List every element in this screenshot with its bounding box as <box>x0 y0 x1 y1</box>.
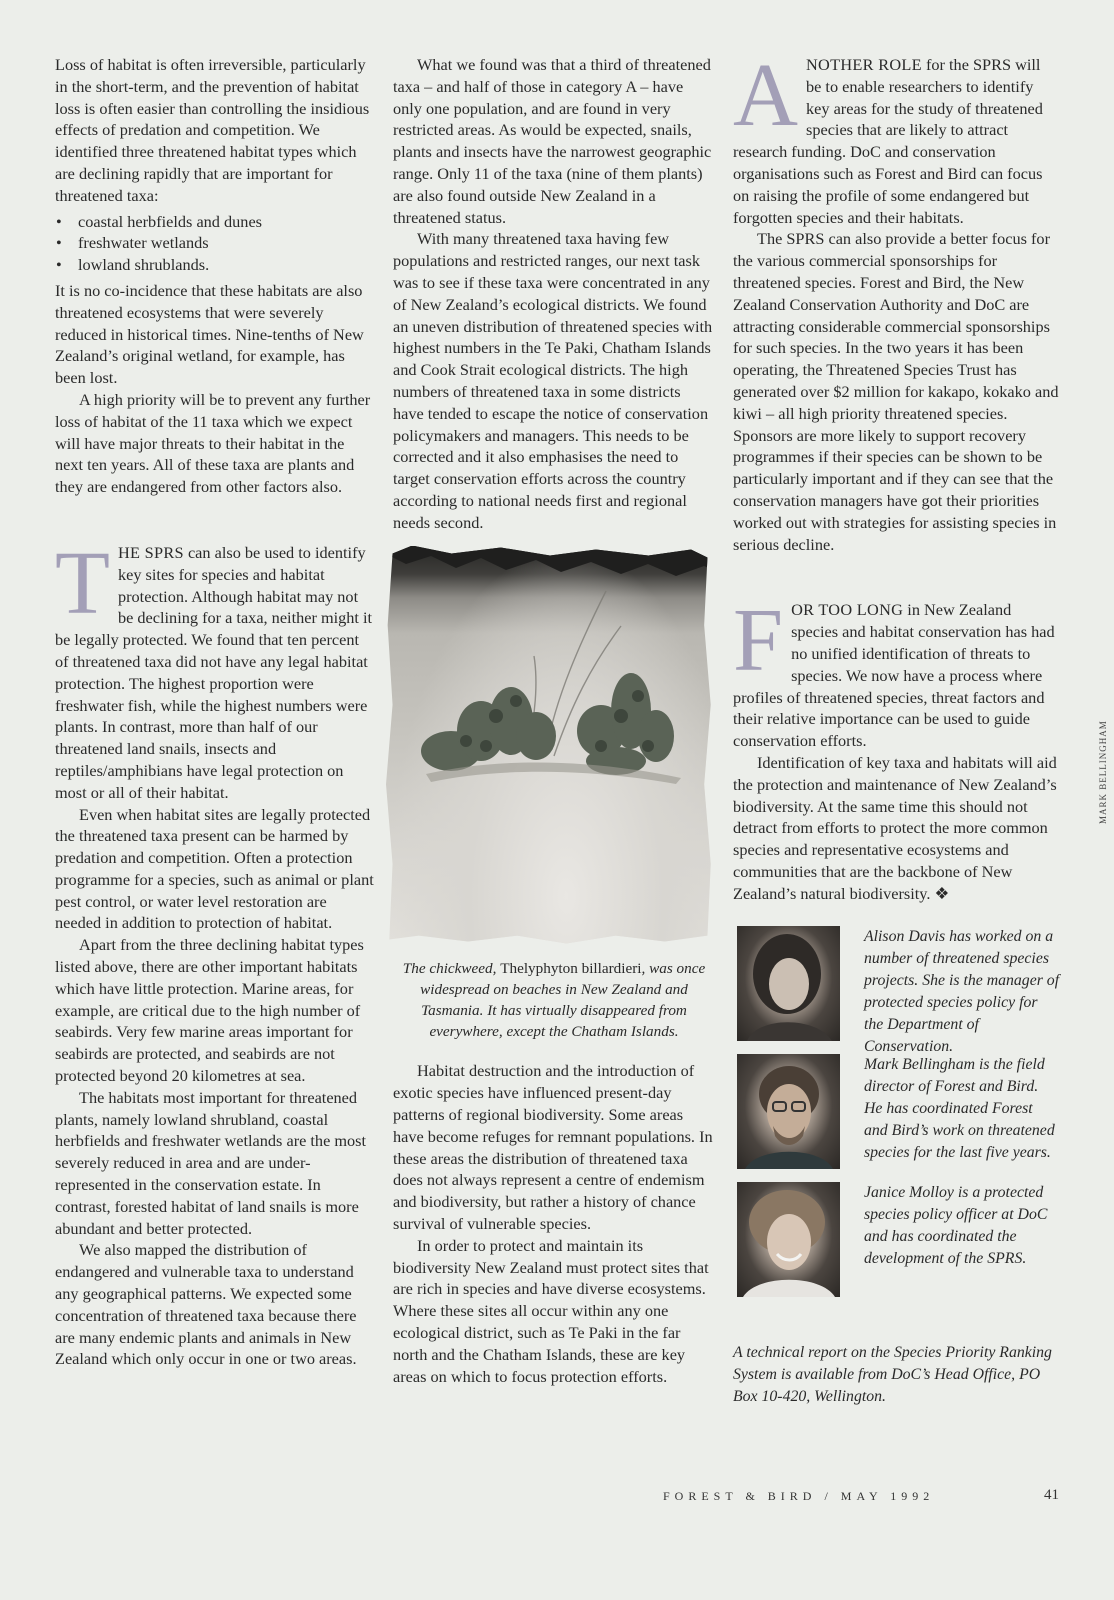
author-bio-text: Mark Bellingham is the field director of Forest and Bird. He has coordinated Forest and Bird’s work on threatened species for the last five years. <box>864 1056 1055 1162</box>
publication-footer: FOREST & BIRD / MAY 1992 <box>663 1489 935 1503</box>
lead-in: NOTHER ROLE <box>806 55 922 74</box>
paragraph: With many threatened taxa having few populations and restricted ranges, our next task was to see if these taxa were concentrated in any of New Zealand’s ecological districts. We found an uneven distribution of threatened species with highest numbers in the Te Paki, Chatham Islands and Cook Strait ecological districts. The high numbers of threatened taxa in some districts have tended to escape the notice of conservation policymakers and managers. This needs to be corrected and it also emphasises the need to target conservation efforts across the country according to national needs first and regional needs second. <box>393 229 713 532</box>
chickweed-plant-illustration <box>386 546 714 944</box>
paragraph: Apart from the three declining habitat types listed above, there are other important habitats which have little protection. Marine areas, for example, are critical due to the high number of seabirds. Very few marine areas important for seabirds are protected, and seabirds are not protected beyond 20 kilometres at sea. <box>55 935 364 1086</box>
author-photo <box>737 926 840 1041</box>
paragraph: Identification of key taxa and habitats will aid the protection and maintenance of New Zealand’s biodiversity. At the same time this should not detract from efforts to protect the more common species and representative ecosystems and communities that are the backbone of New Zealand’s natural biodiversity. ❖ <box>733 752 1057 903</box>
drop-cap: F <box>733 591 784 691</box>
author-bio <box>733 926 1059 1054</box>
end-mark-icon: ❖ <box>934 883 950 903</box>
paragraph: We also mapped the distribution of endangered and vulnerable taxa to understand any geographical patterns. We expected some concentration of threatened taxa because there are many endemic plants and animals in New Zealand which only occur in one or two areas. <box>55 1240 357 1369</box>
paragraph-text: for the SPRS will be to enable researchers to identify key areas for the study of threatened species that are likely to attract research funding. DoC and conservation organisations such as Forest and Bird can focus on raising the profile of some endangered but forgotten species and their habitats. <box>733 55 1043 227</box>
paragraph: Even when habitat sites are legally protected the threatened taxa present can be harmed by predation and competition. Often a protection programme for a species, such as animal or plant pest control, or water level restoration are needed in addition to protection of habitat. <box>55 804 374 933</box>
technical-report-note: A technical report on the Species Priority Ranking System is available from DoC’s Head Office, PO Box 10-420, Wellington. <box>733 1344 1052 1406</box>
lead-in: HE SPRS <box>117 542 184 562</box>
section-paragraph <box>733 46 1059 228</box>
author-photo <box>737 1054 840 1169</box>
paragraph: Habitat destruction and the introduction of exotic species have influenced present-day patterns of regional biodiversity. Some areas have become refuges for remnant populations. In these areas the distribution of threatened taxa does not always represent a centre of endemism and biodiversity, but rather a history of chance survival of vulnerable species. <box>393 1061 713 1233</box>
author-photo <box>737 1182 840 1297</box>
section-paragraph <box>733 591 1059 752</box>
page-number: 41 <box>1044 1487 1059 1503</box>
photo-credit: MARK BELLINGHAM <box>1098 720 1108 824</box>
chickweed-photo <box>386 546 714 944</box>
section-paragraph <box>55 533 376 804</box>
list-item: • lowland shrublands. <box>55 254 376 276</box>
column-3 <box>733 46 1060 1408</box>
paragraph: Loss of habitat is often irreversible, particularly in the short-term, and the prevention of habitat loss is often easier than controlling the insidious effects of predation and competition. We identified three threatened habitat types which are declining rapidly that are important for threatened taxa: <box>55 55 370 205</box>
drop-cap: T <box>55 533 110 633</box>
habitat-list <box>55 211 376 276</box>
lead-in: OR TOO LONG <box>791 600 904 620</box>
author-bio <box>733 1182 1059 1310</box>
paragraph: The SPRS can also provide a better focus for the various commercial sponsorships for threatened species. Forest and Bird, the New Zealand Conservation Authority and DoC are attracting considerable commercial sponsorships for such species. In the two years it has been operating, the Threatened Species Trust has generated over $2 million for kakapo, kokako and kiwi – all high priority threatened species. Sponsors are more likely to support recovery programmes if their species can be shown to be particularly important and if they can see that the conservation managers have got their priorities worked out with strategies for assisting species in serious decline. <box>733 229 1059 554</box>
author-bio <box>733 1054 1059 1182</box>
photo-caption: The chickweed, Thelyphyton billardieri, was once widespread on beaches in New Zealand and Tasmania. It has virtually disappeared from everywhere, except the Chatham Islands. <box>402 959 706 1041</box>
paragraph-text: can also be used to identify key sites for species and habitat protection. Although habitat may not be declining for a taxa, neither might it be legally protected. We found that ten percent of threatened taxa did not have any legal habitat protection. The highest proportion were freshwater fish, while the highest numbers were plants. In contrast, more than half of our threatened land snails, insects and reptiles/amphibians have legal protection on most or all of their habitat. <box>55 542 373 802</box>
column-1 <box>55 54 376 1370</box>
author-bio-text: Alison Davis has worked on a number of threatened species projects. She is the manager of protected species policy for the Department of Conservation. <box>864 928 1060 1056</box>
paragraph: What we found was that a third of threatened taxa – and half of those in category A – have only one population, and are found in very restricted areas. As would be expected, snails, plants and insects have the narrowest geographic range. Only 11 of the taxa (nine of them plants) are also found outside New Zealand in a threatened status. <box>393 55 712 227</box>
drop-cap: A <box>733 46 798 145</box>
paragraph: The habitats most important for threatened plants, namely lowland shrubland, coastal herbfields and freshwater wetlands are the most severely reduced in area and are under-represented in the conservation estate. In contrast, forested habitat of land snails is more abundant and better protected. <box>55 1087 367 1238</box>
paragraph: It is no co-incidence that these habitats are also threatened ecosystems that were severely reduced in historical times. Nine-tenths of New Zealand’s original wetland, for example, has been lost. <box>55 280 364 388</box>
paragraph-text: in New Zealand species and habitat conservation has had no unified identification of threats to species. We now have a process where profiles of threatened species, threat factors and their relative importance can be used to guide conservation efforts. <box>733 600 1055 751</box>
paragraph: In order to protect and maintain its biodiversity New Zealand must protect sites that are rich in species and have diverse ecosystems. Where these sites all occur within any one ecological district, such as Te Paki in the far north and the Chatham Islands, these are key areas on which to focus protection efforts. <box>393 1235 709 1386</box>
list-item: • freshwater wetlands <box>55 232 376 254</box>
list-item: • coastal herbfields and dunes <box>55 211 376 233</box>
paragraph: A high priority will be to prevent any further loss of habitat of the 11 taxa which we expect will have major threats to their habitat in the next ten years. All of these taxa are plants and they are endangered from other factors also. <box>55 389 371 497</box>
author-bio-text: Janice Molloy is a protected species policy officer at DoC and has coordinated the development of the SPRS. <box>864 1184 1048 1268</box>
species-name: Thelyphyton billardieri <box>500 959 642 977</box>
